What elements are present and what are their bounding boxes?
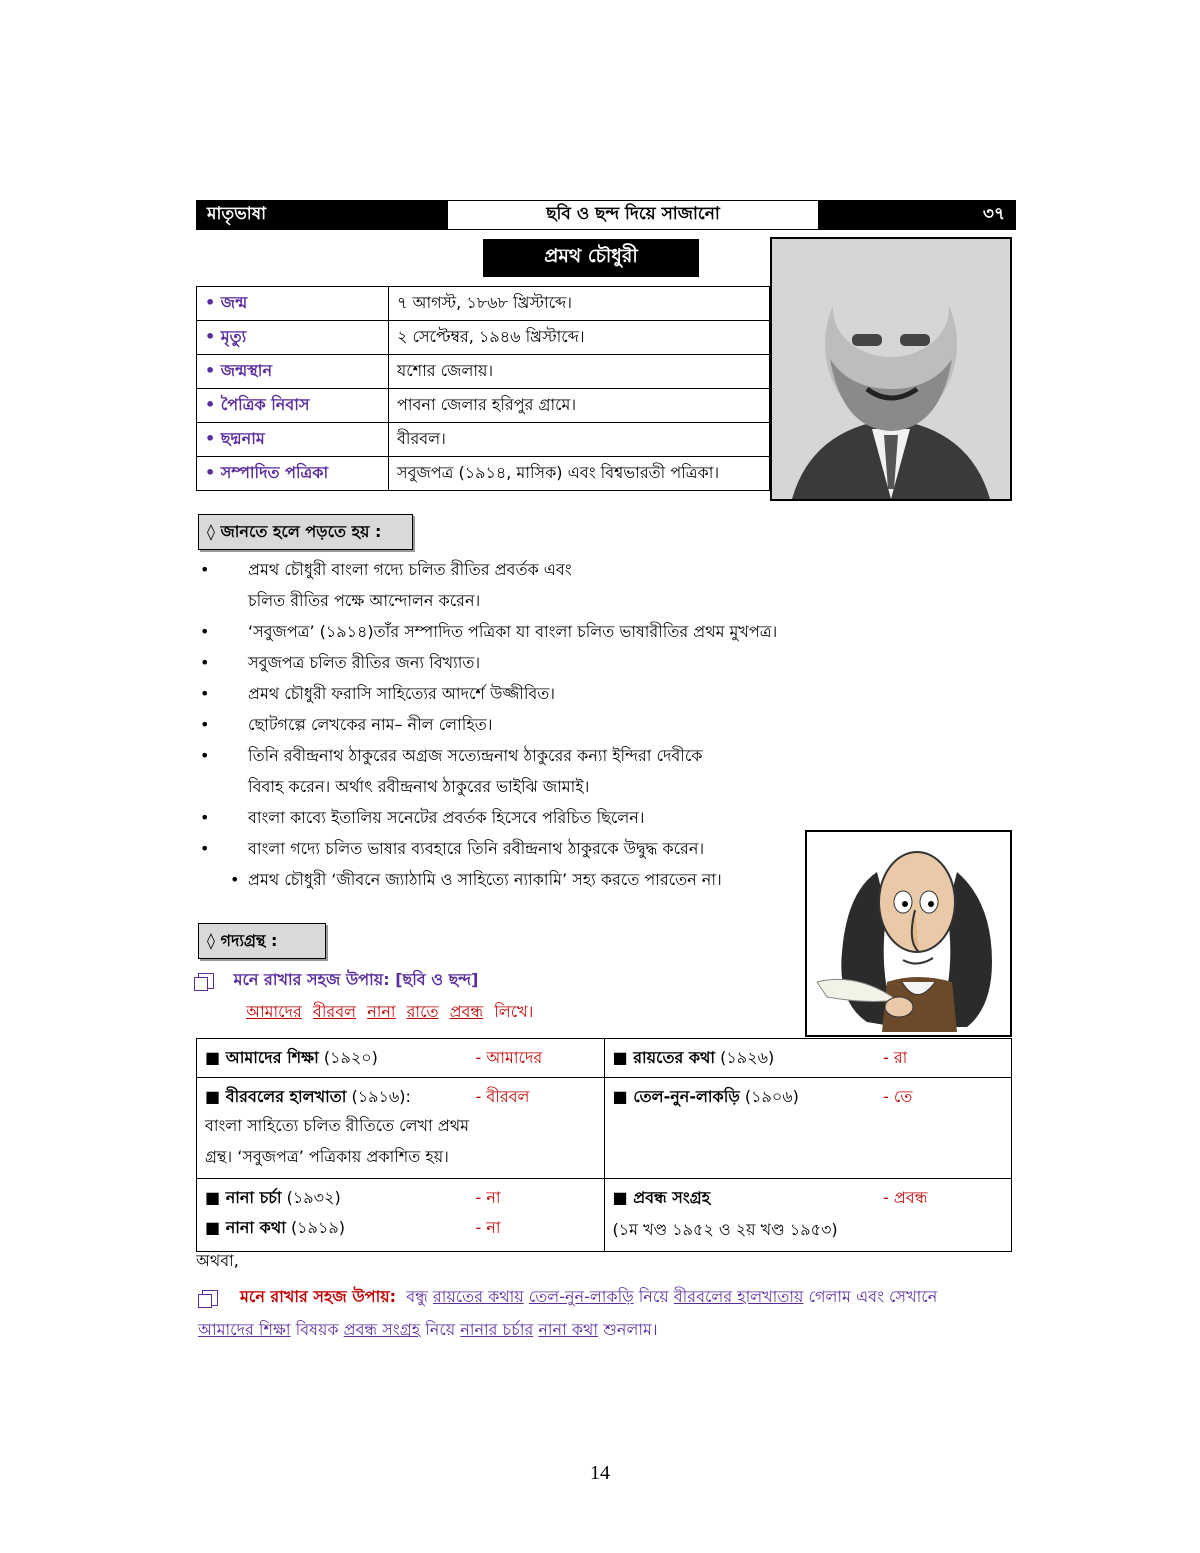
mnemonic-word: আমাদের (246, 1002, 302, 1021)
book-title: ■ নানা কথা (205, 1218, 286, 1237)
info-key: • জন্ম (197, 287, 389, 321)
mnemonic-part: বন্ধু (406, 1287, 433, 1306)
cartoon-illustration (807, 832, 1010, 1035)
list-item-text: চলিত রীতির পক্ষে আন্দোলন করেন। (248, 591, 481, 610)
list-item (200, 833, 820, 864)
bullet-mark: • (200, 839, 210, 858)
list-item-text: বাংলা কাব্যে ইতালিয় সনেটের প্রবর্তক হিসেবে পরিচিত ছিলেন। (248, 808, 645, 827)
book-code: - তে (883, 1087, 913, 1106)
bibliophile-cartoon (805, 830, 1012, 1037)
book-year: (১৯০৬) (744, 1087, 799, 1106)
book-cell (197, 1039, 605, 1078)
list-item-text: প্রমথ চৌধুরী ‘জীবনে জ্যাঠামি ও সাহিত্যে ন্যাকামি’ সহ্য করতে পারতেন না। (248, 870, 722, 889)
info-key: • ছদ্মনাম (197, 423, 389, 457)
table-row (197, 321, 770, 355)
mnemonic-part: গেলাম এবং সেখানে (803, 1287, 938, 1306)
mnemonic-word: প্রবন্ধ (449, 1002, 484, 1021)
mnemonic-line (246, 999, 533, 1026)
page-header (196, 200, 1016, 230)
book-year: (১৯২৬) (720, 1048, 775, 1067)
copy-icon (202, 1290, 218, 1306)
book-cell (604, 1039, 1012, 1078)
books-table (196, 1038, 1012, 1252)
mnemonic-word: লিখে। (494, 1002, 534, 1021)
book-title: ■ বীরবলের হালখাতা (205, 1087, 347, 1106)
info-value: ৭ আগস্ট, ১৮৬৮ খ্রিস্টাব্দে। (389, 287, 770, 321)
mnemonic-part: নিয়ে (420, 1320, 461, 1339)
bullet-mark: • (230, 870, 240, 889)
bullet-mark: • (200, 808, 210, 827)
list-item (200, 709, 820, 740)
section-heading-must-know: ◊ জানতে হলে পড়তে হয় : (198, 514, 413, 550)
author-info-table (196, 286, 770, 491)
mnemonic-word: বীরবল (312, 1002, 357, 1021)
section-heading-prose-works: ◊ গদ্যগ্রন্থ : (198, 923, 326, 959)
list-item-text: ‘সবুজপত্র’ (১৯১৪)তাঁর সম্পাদিত পত্রিকা যা বাংলা চলিত ভাষারীতির প্রথম মুখপত্র। (248, 622, 778, 641)
info-value: বীরবল। (389, 423, 770, 457)
mnemonic-word: নানা (367, 1002, 396, 1021)
info-value: ২ সেপ্টেম্বর, ১৯৪৬ খ্রিস্টাব্দে। (389, 321, 770, 355)
list-item-text: বিবাহ করেন। অর্থাৎ রবীন্দ্রনাথ ঠাকুরের ভাইঝি জামাই। (248, 777, 590, 796)
info-value: যশোর জেলায়। (389, 355, 770, 389)
memory-tip-label: মনে রাখার সহজ উপায়: [ছবি ও ছন্দ] (233, 970, 479, 989)
list-item (200, 647, 820, 678)
book-cell (604, 1078, 1012, 1179)
copy-icon (198, 973, 214, 989)
mnemonic-part: নানা কথা (538, 1320, 599, 1339)
table-row (197, 423, 770, 457)
book-title: ■ নানা চর্চা (205, 1188, 282, 1207)
list-item (200, 616, 820, 647)
page-number: 14 (590, 1462, 610, 1484)
info-key: • জন্মস্থান (197, 355, 389, 389)
author-title: প্রমথ চৌধুরী (483, 239, 699, 277)
book-code: - রা (883, 1048, 908, 1067)
author-portrait (770, 237, 1012, 501)
book-title: ■ প্রবন্ধ সংগ্রহ (612, 1188, 711, 1207)
bullet-mark: • (200, 746, 210, 765)
list-item (200, 802, 820, 833)
book-year: (১৯৩২) (286, 1188, 341, 1207)
list-item (200, 771, 820, 802)
table-row (197, 389, 770, 423)
book-note: (১ম খণ্ড ১৯৫২ ও ২য় খণ্ড ১৯৫৩) (612, 1220, 838, 1239)
table-row (197, 287, 770, 321)
info-key: • সম্পাদিত পত্রিকা (197, 457, 389, 491)
bullet-mark: • (200, 560, 210, 579)
fact-list (200, 554, 820, 895)
mnemonic-part: বীরবলের হালখাতায় (673, 1287, 804, 1306)
mnemonic-part: প্রবন্ধ সংগ্রহ (343, 1320, 421, 1339)
book-title: ■ রায়তের কথা (612, 1048, 716, 1067)
table-row (197, 457, 770, 491)
mnemonic-part: নানার চর্চার (460, 1320, 534, 1339)
memory-tip-1 (198, 967, 478, 994)
bullet-mark: • (200, 622, 210, 641)
book-year: (১৯১৬): (351, 1087, 411, 1106)
header-book-title: ছবি ও ছন্দ দিয়ে সাজানো (447, 201, 819, 229)
mnemonic-part: শুনলাম। (598, 1320, 658, 1339)
book-title: ■ তেল-নুন-লাকড়ি (612, 1087, 740, 1106)
book-year: (১৯২০) (323, 1048, 378, 1067)
info-key: • মৃত্যু (197, 321, 389, 355)
list-item (200, 864, 820, 895)
mnemonic-part: আমাদের শিক্ষা (198, 1320, 291, 1339)
info-value: সবুজপত্র (১৯১৪, মাসিক) এবং বিশ্বভারতী পত্রিকা। (389, 457, 770, 491)
mnemonic-part: বিষয়ক (290, 1320, 344, 1339)
book-cell (604, 1179, 1012, 1252)
table-row (197, 1039, 1012, 1078)
memory-tip-2 (198, 1280, 998, 1346)
book-note: গ্রন্থ। ‘সবুজপত্র’ পত্রিকায় প্রকাশিত হয়। (205, 1147, 449, 1166)
mnemonic-part: তেল-নুন-লাকড়ি (528, 1287, 634, 1306)
info-key: • পৈত্রিক নিবাস (197, 389, 389, 423)
mnemonic-part: রায়তের কথায় (432, 1287, 524, 1306)
table-row (197, 1179, 1012, 1252)
bullet-mark: • (200, 684, 210, 703)
book-year: (১৯১৯) (290, 1218, 345, 1237)
list-item-text: ছোটগল্পে লেখকের নাম– নীল লোহিত। (248, 715, 493, 734)
header-subject: মাতৃভাষা (197, 201, 447, 229)
list-item (200, 585, 820, 616)
list-item (200, 554, 820, 585)
table-row (197, 355, 770, 389)
book-note: বাংলা সাহিত্যে চলিত রীতিতে লেখা প্রথম (205, 1116, 469, 1135)
memory-tip-label: মনে রাখার সহজ উপায়: (240, 1287, 397, 1306)
portrait-illustration (772, 239, 1010, 499)
book-cell (197, 1179, 605, 1252)
list-item-text: বাংলা গদ্যে চলিত ভাষার ব্যবহারে তিনি রবীন্দ্রনাথ ঠাকুরকে উদ্বুদ্ধ করেন। (248, 839, 705, 858)
header-page-ref: ৩৭ (819, 201, 1015, 229)
list-item-text: সবুজপত্র চলিত রীতির জন্য বিখ্যাত। (248, 653, 481, 672)
list-item (200, 740, 820, 771)
book-cell (197, 1078, 605, 1179)
list-item (200, 678, 820, 709)
bullet-mark: • (200, 653, 210, 672)
bullet-mark: • (200, 715, 210, 734)
list-item-text: প্রমথ চৌধুরী ফরাসি সাহিত্যের আদর্শে উজ্জীবিত। (248, 684, 556, 703)
info-value: পাবনা জেলার হরিপুর গ্রামে। (389, 389, 770, 423)
table-row (197, 1078, 1012, 1179)
mnemonic-part: নিয়ে (633, 1287, 674, 1306)
book-title: ■ আমাদের শিক্ষা (205, 1048, 319, 1067)
list-item-text: তিনি রবীন্দ্রনাথ ঠাকুরের অগ্রজ সত্যেন্দ্রনাথ ঠাকুরের কন্যা ইন্দিরা দেবীকে (248, 746, 703, 765)
or-label: অথবা, (196, 1251, 239, 1270)
list-item-text: প্রমথ চৌধুরী বাংলা গদ্যে চলিত রীতির প্রবর্তক এবং (248, 560, 572, 579)
book-code: - আমাদের (475, 1048, 543, 1067)
mnemonic-word: রাতে (406, 1002, 439, 1021)
book-code: - না (475, 1188, 501, 1207)
book-code: - না (475, 1218, 501, 1237)
book-code: - বীরবল (475, 1087, 530, 1106)
book-code: - প্রবন্ধ (883, 1188, 928, 1207)
